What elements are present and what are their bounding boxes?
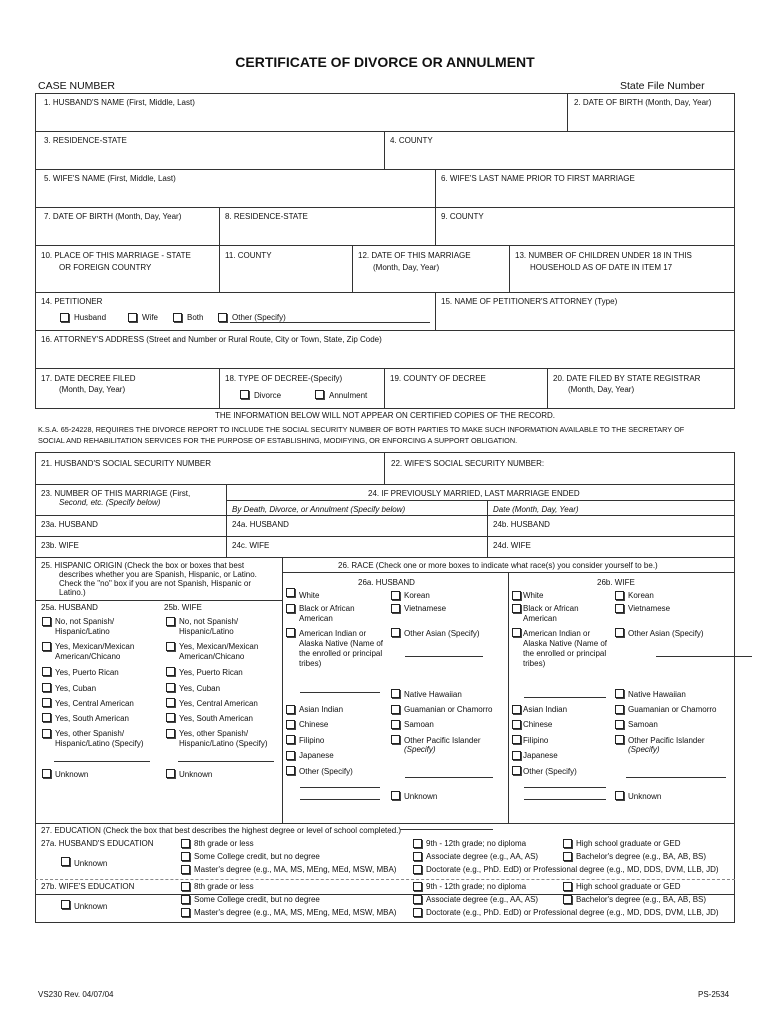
husband-edu-masters-label: Master's degree (e.g., MA, MS, MEng, MEd, MSW, MBA) bbox=[194, 865, 397, 874]
wife-edu-8-checkbox[interactable] bbox=[181, 882, 190, 891]
husband-edu-doct-label: Doctorate (e.g., PhD. EdD) or Professional degree (e.g., MD, DDS, DVM, LLB, JD) bbox=[426, 865, 719, 874]
decree-type-label: 18. TYPE OF DECREE-(Specify) bbox=[225, 374, 343, 383]
wife-race-amind-checkbox[interactable] bbox=[512, 628, 521, 637]
wife-race-filipino-checkbox[interactable] bbox=[512, 735, 521, 744]
rule bbox=[384, 368, 385, 408]
wife-hispanic-unknown-checkbox[interactable] bbox=[166, 769, 175, 778]
petitioner-both-checkbox[interactable] bbox=[173, 313, 182, 322]
husband-edu-unknown-checkbox[interactable] bbox=[61, 857, 70, 866]
wife-race-other-line[interactable] bbox=[524, 787, 606, 788]
rule bbox=[282, 557, 283, 823]
county-field[interactable]: 4. COUNTY bbox=[390, 136, 433, 145]
rule bbox=[435, 169, 436, 207]
husband-race-other-line[interactable] bbox=[300, 787, 380, 788]
husband-edu-bach-checkbox[interactable] bbox=[563, 852, 572, 861]
rule bbox=[35, 823, 735, 824]
wife-edu-college-checkbox[interactable] bbox=[181, 895, 190, 904]
husband-race-samoan-checkbox[interactable] bbox=[391, 720, 400, 729]
wife-edu-doct-checkbox[interactable] bbox=[413, 908, 422, 917]
husband-race-guam-checkbox[interactable] bbox=[391, 705, 400, 714]
wife-edu-9-12-checkbox[interactable] bbox=[413, 882, 422, 891]
county-of-decree-field[interactable]: 19. COUNTY OF DECREE bbox=[390, 374, 486, 383]
wife-race-chinese-checkbox[interactable] bbox=[512, 720, 521, 729]
race-husband-header: 26a. HUSBAND bbox=[358, 578, 415, 587]
petitioner-husband-checkbox[interactable] bbox=[60, 313, 69, 322]
husband-hispanic-no-label: No, not Spanish/ Hispanic/Latino bbox=[55, 617, 115, 636]
husband-edu-masters-checkbox[interactable] bbox=[181, 865, 190, 874]
petitioner-wife-checkbox[interactable] bbox=[128, 313, 137, 322]
husband-hispanic-no-checkbox[interactable] bbox=[42, 617, 51, 626]
rule bbox=[219, 245, 220, 292]
husband-race-white-label: White bbox=[299, 591, 320, 600]
rule bbox=[35, 922, 735, 923]
husband-race-vietnamese-checkbox[interactable] bbox=[391, 604, 400, 613]
husband-edu-unknown-label: Unknown bbox=[74, 859, 108, 868]
wife-race-other-label: Other (Specify) bbox=[523, 767, 577, 776]
wife-hispanic-sa-label: Yes, South American bbox=[179, 714, 253, 723]
wife-hispanic-ca-checkbox[interactable] bbox=[166, 698, 175, 707]
wife-edu-hs-checkbox[interactable] bbox=[563, 882, 572, 891]
wife-race-amind-label: American Indian or Alaska Native (Name of the enrolled or principal tribes) bbox=[523, 629, 608, 668]
form-right-border bbox=[734, 93, 735, 409]
rule bbox=[35, 894, 36, 922]
wife-hispanic-cuban-checkbox[interactable] bbox=[166, 683, 175, 692]
wife-race-japanese-checkbox[interactable] bbox=[512, 751, 521, 760]
decree-annulment-label: Annulment bbox=[329, 391, 368, 400]
wife-race-otherpac-line[interactable] bbox=[626, 777, 726, 778]
husband-race-vietnamese-label: Vietnamese bbox=[404, 604, 447, 613]
husband-race-japanese-checkbox[interactable] bbox=[286, 751, 295, 760]
date-decree-filed-label[interactable]: 17. DATE DECREE FILED bbox=[41, 374, 136, 383]
marriage-number-label-2: Second, etc. (Specify below) bbox=[59, 498, 161, 507]
husband-race-otherasian-line[interactable] bbox=[405, 656, 483, 657]
husband-edu-9-12-checkbox[interactable] bbox=[413, 839, 422, 848]
rule bbox=[547, 368, 548, 408]
wife-hispanic-no-label: No, not Spanish/ Hispanic/Latino bbox=[179, 617, 239, 636]
husband-race-samoan-label: Samoan bbox=[404, 720, 434, 729]
lower-left-border bbox=[35, 452, 36, 894]
wife-education-header: 27b. WIFE'S EDUCATION bbox=[41, 882, 135, 891]
rule bbox=[35, 368, 735, 369]
wife-hispanic-pr-checkbox[interactable] bbox=[166, 667, 175, 676]
wife-race-samoan-checkbox[interactable] bbox=[615, 720, 624, 729]
wife-hispanic-mexican-label: Yes, Mexican/Mexican American/Chicano bbox=[179, 642, 259, 661]
children-count-label[interactable]: 13. NUMBER OF CHILDREN UNDER 18 IN THIS bbox=[515, 251, 692, 260]
husband-hispanic-mexican-checkbox[interactable] bbox=[42, 642, 51, 651]
petitioner-both-label: Both bbox=[187, 313, 204, 322]
wife-edu-assoc-label: Associate degree (e.g., AA, AS) bbox=[426, 895, 539, 904]
husband-edu-9-12-label: 9th - 12th grade; no diploma bbox=[426, 839, 527, 848]
husband-edu-doct-checkbox[interactable] bbox=[413, 865, 422, 874]
husband-marriage-number-field[interactable]: 23a. HUSBAND bbox=[41, 520, 98, 529]
wife-edu-9-12-label: 9th - 12th grade; no diploma bbox=[426, 882, 527, 891]
rule bbox=[487, 500, 488, 557]
husband-race-asianind-checkbox[interactable] bbox=[286, 705, 295, 714]
wife-dob-field[interactable]: 7. DATE OF BIRTH (Month, Day, Year) bbox=[44, 212, 182, 221]
wife-hispanic-sa-checkbox[interactable] bbox=[166, 713, 175, 722]
husband-race-japanese-label: Japanese bbox=[299, 751, 334, 760]
previous-marriage-label: 24. IF PREVIOUSLY MARRIED, LAST MARRIAGE ENDED bbox=[368, 489, 580, 498]
husband-race-otherpac-specify: (Specify) bbox=[404, 745, 436, 754]
marriage-county-field[interactable]: 11. COUNTY bbox=[225, 251, 272, 260]
marriage-place-label[interactable]: 10. PLACE OF THIS MARRIAGE - STATE bbox=[41, 251, 191, 260]
rule bbox=[226, 484, 227, 557]
wife-race-other-checkbox[interactable] bbox=[512, 766, 521, 775]
rule bbox=[219, 207, 220, 245]
wife-last-marriage-date-field[interactable]: 24d. WIFE bbox=[493, 541, 531, 550]
wife-marriage-number-field[interactable]: 23b. WIFE bbox=[41, 541, 79, 550]
rule bbox=[35, 292, 735, 293]
decree-divorce-label: Divorce bbox=[254, 391, 282, 400]
marriage-date-label-2: (Month, Day, Year) bbox=[373, 263, 440, 272]
wife-race-asianind-checkbox[interactable] bbox=[512, 705, 521, 714]
wife-race-otherpac-checkbox[interactable] bbox=[615, 735, 624, 744]
wife-race-hawaiian-checkbox[interactable] bbox=[615, 689, 624, 698]
rule bbox=[35, 245, 735, 246]
wife-race-japanese-label: Japanese bbox=[523, 751, 558, 760]
wife-hispanic-other-label: Yes, other Spanish/ Hispanic/Latino (Specify) bbox=[179, 729, 268, 748]
wife-residence-state-field[interactable]: 8. RESIDENCE-STATE bbox=[225, 212, 308, 221]
form-left-border bbox=[35, 93, 36, 409]
rule bbox=[384, 131, 385, 169]
rule bbox=[35, 169, 735, 170]
wife-edu-masters-label: Master's degree (e.g., MA, MS, MEng, MEd, MSW, MBA) bbox=[194, 908, 397, 917]
husband-hispanic-ca-label: Yes, Central American bbox=[55, 699, 134, 708]
husband-race-amind-checkbox[interactable] bbox=[286, 628, 295, 637]
husband-edu-bach-label: Bachelor's degree (e.g., BA, AB, BS) bbox=[576, 852, 707, 861]
husband-hispanic-mexican-label: Yes, Mexican/Mexican American/Chicano bbox=[55, 642, 135, 661]
wife-hispanic-unknown-label: Unknown bbox=[179, 770, 213, 779]
husband-education-header: 27a. HUSBAND'S EDUCATION bbox=[41, 839, 154, 848]
previous-marriage-date-label: Date (Month, Day, Year) bbox=[493, 505, 579, 514]
petitioner-wife-label: Wife bbox=[142, 313, 158, 322]
husband-edu-college-label: Some College credit, but no degree bbox=[194, 852, 320, 861]
husband-race-black-checkbox[interactable] bbox=[286, 604, 295, 613]
wife-race-otherasian-line[interactable] bbox=[656, 656, 752, 657]
wife-race-otherpac-label: Other Pacific Islander bbox=[628, 736, 705, 745]
rule bbox=[35, 408, 735, 409]
husband-hispanic-unknown-checkbox[interactable] bbox=[42, 769, 51, 778]
husband-hispanic-cuban-checkbox[interactable] bbox=[42, 683, 51, 692]
rule bbox=[35, 452, 735, 453]
husband-name-field[interactable]: 1. HUSBAND'S NAME (First, Middle, Last) bbox=[44, 98, 195, 107]
husband-race-filipino-checkbox[interactable] bbox=[286, 735, 295, 744]
husband-hispanic-other-label: Yes, other Spanish/ Hispanic/Latino (Specify) bbox=[55, 729, 144, 748]
husband-race-otherpac-line[interactable] bbox=[405, 777, 493, 778]
wife-last-marriage-ended-field[interactable]: 24c. WIFE bbox=[232, 541, 270, 550]
rule bbox=[226, 500, 734, 501]
rule bbox=[435, 207, 436, 245]
form-title: CERTIFICATE OF DIVORCE OR ANNULMENT bbox=[235, 54, 535, 70]
ksa-statement-line-1: K.S.A. 65-24228, REQUIRES THE DIVORCE REPORT TO INCLUDE THE SOCIAL SECURITY NUMBER OF BOTH PARTIES TO MAKE SUCH INFORMATION AVAILABLE TO THE SECRETARY OF bbox=[38, 425, 685, 434]
wife-ssn-field[interactable]: 22. WIFE'S SOCIAL SECURITY NUMBER: bbox=[391, 459, 545, 468]
wife-race-black-label: Black or African American bbox=[523, 604, 579, 623]
rule bbox=[508, 572, 509, 823]
wife-race-otherasian-checkbox[interactable] bbox=[615, 628, 624, 637]
rule bbox=[35, 879, 735, 880]
petitioner-other-checkbox[interactable] bbox=[218, 313, 227, 322]
rule bbox=[35, 600, 282, 601]
wife-race-korean-checkbox[interactable] bbox=[615, 591, 624, 600]
wife-edu-hs-label: High school graduate or GED bbox=[576, 882, 681, 891]
wife-county-field[interactable]: 9. COUNTY bbox=[441, 212, 484, 221]
hispanic-wife-header: 25b. WIFE bbox=[164, 603, 202, 612]
rule bbox=[35, 207, 735, 208]
husband-race-korean-label: Korean bbox=[404, 591, 430, 600]
husband-race-white-checkbox[interactable] bbox=[286, 588, 295, 597]
husband-edu-hs-checkbox[interactable] bbox=[563, 839, 572, 848]
rule bbox=[384, 452, 385, 484]
husband-hispanic-pr-checkbox[interactable] bbox=[42, 667, 51, 676]
husband-last-marriage-date-field[interactable]: 24b. HUSBAND bbox=[493, 520, 550, 529]
wife-race-samoan-label: Samoan bbox=[628, 720, 658, 729]
wife-edu-assoc-checkbox[interactable] bbox=[413, 895, 422, 904]
rule bbox=[35, 131, 735, 132]
husband-hispanic-ca-checkbox[interactable] bbox=[42, 698, 51, 707]
petitioner-label: 14. PETITIONER bbox=[41, 297, 103, 306]
wife-edu-bach-checkbox[interactable] bbox=[563, 895, 572, 904]
husband-race-chinese-checkbox[interactable] bbox=[286, 720, 295, 729]
hispanic-origin-label-4: Latino.) bbox=[59, 588, 86, 597]
husband-race-amind-label: American Indian or Alaska Native (Name of the enrolled or principal tribes) bbox=[299, 629, 384, 668]
race-wife-header: 26b. WIFE bbox=[597, 578, 635, 587]
wife-edu-doct-label: Doctorate (e.g., PhD. EdD) or Professional degree (e.g., MD, DDS, DVM, LLB, JD) bbox=[426, 908, 719, 917]
husband-race-tribe-line[interactable] bbox=[300, 692, 380, 693]
husband-race-otherasian-checkbox[interactable] bbox=[391, 628, 400, 637]
hispanic-origin-label-2: describes whether you are Spanish, Hispanic, or Latino. bbox=[59, 570, 257, 579]
husband-race-asianind-label: Asian Indian bbox=[299, 705, 344, 714]
previous-marriage-by-label: By Death, Divorce, or Annulment (Specify below) bbox=[232, 505, 406, 514]
race-label: 26. RACE (Check one or more boxes to indicate what race(s) you consider yourself to be.) bbox=[338, 561, 658, 570]
rule bbox=[35, 93, 735, 94]
residence-state-field[interactable]: 3. RESIDENCE-STATE bbox=[44, 136, 127, 145]
rule bbox=[35, 557, 735, 558]
wife-race-tribe-line[interactable] bbox=[524, 697, 606, 698]
husband-race-otherpac-checkbox[interactable] bbox=[391, 735, 400, 744]
husband-race-hawaiian-checkbox[interactable] bbox=[391, 689, 400, 698]
hispanic-origin-label: 25. HISPANIC ORIGIN (Check the box or boxes that best bbox=[41, 561, 245, 570]
marriage-date-label[interactable]: 12. DATE OF THIS MARRIAGE bbox=[358, 251, 471, 260]
wife-race-korean-label: Korean bbox=[628, 591, 654, 600]
marriage-place-label-2: OR FOREIGN COUNTRY bbox=[59, 263, 152, 272]
rule bbox=[435, 292, 436, 330]
state-file-number-label: State File Number bbox=[620, 80, 705, 92]
rule bbox=[35, 536, 735, 537]
husband-hispanic-pr-label: Yes, Puerto Rican bbox=[55, 668, 119, 677]
wife-race-otherpac-specify: (Specify) bbox=[628, 745, 660, 754]
form-revision: VS230 Rev. 04/07/04 bbox=[38, 990, 114, 999]
wife-hispanic-mexican-checkbox[interactable] bbox=[166, 642, 175, 651]
rule bbox=[35, 484, 735, 485]
wife-hispanic-other-line[interactable] bbox=[178, 761, 274, 762]
attorney-address-field[interactable]: 16. ATTORNEY'S ADDRESS (Street and Number or Rural Route, City or Town, State, Zip Code) bbox=[41, 335, 382, 344]
form-code: PS-2534 bbox=[698, 990, 730, 999]
wife-edu-unknown-checkbox[interactable] bbox=[61, 900, 70, 909]
wife-hispanic-cuban-label: Yes, Cuban bbox=[179, 684, 221, 693]
rule bbox=[509, 245, 510, 292]
marriage-number-label: 23. NUMBER OF THIS MARRIAGE (First, bbox=[41, 489, 191, 498]
wife-race-guam-label: Guamanian or Chamorro bbox=[628, 705, 717, 714]
petitioner-other-label: Other (Specify) bbox=[232, 313, 286, 322]
husband-race-otherasian-label: Other Asian (Specify) bbox=[404, 629, 480, 638]
case-number-label: CASE NUMBER bbox=[38, 80, 116, 92]
husband-race-other-label: Other (Specify) bbox=[299, 767, 353, 776]
husband-race-chinese-label: Chinese bbox=[299, 720, 329, 729]
husband-race-otherpac-label: Other Pacific Islander bbox=[404, 736, 481, 745]
date-filed-registrar-label[interactable]: 20. DATE FILED BY STATE REGISTRAR bbox=[553, 374, 701, 383]
husband-hispanic-other-line[interactable] bbox=[54, 761, 150, 762]
rule bbox=[352, 245, 353, 292]
wife-race-unknown-checkbox[interactable] bbox=[615, 791, 624, 800]
husband-edu-college-checkbox[interactable] bbox=[181, 852, 190, 861]
husband-race-filipino-label: Filipino bbox=[299, 736, 325, 745]
husband-race-unknown-checkbox[interactable] bbox=[391, 791, 400, 800]
wife-edu-masters-checkbox[interactable] bbox=[181, 908, 190, 917]
wife-race-white-checkbox[interactable] bbox=[512, 591, 521, 600]
wife-race-black-checkbox[interactable] bbox=[512, 604, 521, 613]
wife-edu-8-label: 8th grade or less bbox=[194, 882, 254, 891]
ksa-statement-line-2: SOCIAL AND REHABILITATION SERVICES FOR THE PURPOSE OF ESTABLISHING, MODIFYING, OR ENFORCING A SUPPORT OBLIGATION. bbox=[38, 436, 518, 445]
rule bbox=[567, 93, 568, 131]
confidential-notice: THE INFORMATION BELOW WILL NOT APPEAR ON CERTIFIED COPIES OF THE RECORD. bbox=[214, 411, 556, 420]
wife-hispanic-no-checkbox[interactable] bbox=[166, 617, 175, 626]
date-filed-registrar-label-2: (Month, Day, Year) bbox=[568, 385, 635, 394]
husband-edu-assoc-label: Associate degree (e.g., AA, AS) bbox=[426, 852, 539, 861]
husband-edu-hs-label: High school graduate or GED bbox=[576, 839, 681, 848]
wife-hispanic-other-checkbox[interactable] bbox=[166, 729, 175, 738]
husband-race-unknown-label: Unknown bbox=[404, 792, 438, 801]
husband-hispanic-unknown-label: Unknown bbox=[55, 770, 89, 779]
petitioner-other-line[interactable] bbox=[230, 322, 430, 323]
lower-right-border bbox=[734, 452, 735, 894]
wife-race-chinese-label: Chinese bbox=[523, 720, 553, 729]
wife-race-vietnamese-checkbox[interactable] bbox=[615, 604, 624, 613]
petitioner-husband-label: Husband bbox=[74, 313, 107, 322]
husband-race-hawaiian-label: Native Hawaiian bbox=[404, 690, 462, 699]
wife-race-otherasian-label: Other Asian (Specify) bbox=[628, 629, 704, 638]
husband-race-extra-line[interactable] bbox=[300, 799, 380, 800]
husband-hispanic-sa-checkbox[interactable] bbox=[42, 713, 51, 722]
wife-hispanic-ca-label: Yes, Central American bbox=[179, 699, 258, 708]
wife-edu-unknown-label: Unknown bbox=[74, 902, 108, 911]
wife-race-filipino-label: Filipino bbox=[523, 736, 549, 745]
wife-name-field[interactable]: 5. WIFE'S NAME (First, Middle, Last) bbox=[44, 174, 176, 183]
children-count-label-2: HOUSEHOLD AS OF DATE IN ITEM 17 bbox=[530, 263, 673, 272]
husband-race-korean-checkbox[interactable] bbox=[391, 591, 400, 600]
wife-race-hawaiian-label: Native Hawaiian bbox=[628, 690, 686, 699]
hispanic-husband-header: 25a. HUSBAND bbox=[41, 603, 98, 612]
husband-hispanic-sa-label: Yes, South American bbox=[55, 714, 129, 723]
date-decree-filed-label-2: (Month, Day, Year) bbox=[59, 385, 126, 394]
rule bbox=[734, 894, 735, 922]
hispanic-origin-label-3: Check the "no" box if you are not Spanish, Hispanic or bbox=[59, 579, 252, 588]
wife-maiden-name-field[interactable]: 6. WIFE'S LAST NAME PRIOR TO FIRST MARRIAGE bbox=[441, 174, 635, 183]
decree-annulment-checkbox[interactable] bbox=[315, 390, 324, 399]
husband-ssn-field[interactable]: 21. HUSBAND'S SOCIAL SECURITY NUMBER bbox=[41, 459, 212, 468]
wife-race-extra-line[interactable] bbox=[524, 799, 606, 800]
rule bbox=[219, 368, 220, 408]
husband-edu-assoc-checkbox[interactable] bbox=[413, 852, 422, 861]
husband-race-black-label: Black or African American bbox=[299, 604, 355, 623]
husband-last-marriage-ended-field[interactable]: 24a. HUSBAND bbox=[232, 520, 289, 529]
husband-edu-8-label: 8th grade or less bbox=[194, 839, 254, 848]
attorney-name-field[interactable]: 15. NAME OF PETITIONER'S ATTORNEY (Type) bbox=[441, 297, 618, 306]
wife-race-unknown-label: Unknown bbox=[628, 792, 662, 801]
husband-hispanic-cuban-label: Yes, Cuban bbox=[55, 684, 97, 693]
wife-race-guam-checkbox[interactable] bbox=[615, 705, 624, 714]
education-label-line bbox=[400, 829, 493, 830]
wife-race-vietnamese-label: Vietnamese bbox=[628, 604, 671, 613]
wife-race-white-label: White bbox=[523, 591, 544, 600]
wife-race-asianind-label: Asian Indian bbox=[523, 705, 568, 714]
wife-hispanic-pr-label: Yes, Puerto Rican bbox=[179, 668, 243, 677]
husband-hispanic-other-checkbox[interactable] bbox=[42, 729, 51, 738]
education-label: 27. EDUCATION (Check the box that best describes the highest degree or level of school completed.) bbox=[41, 826, 402, 835]
husband-edu-8-checkbox[interactable] bbox=[181, 839, 190, 848]
husband-dob-field[interactable]: 2. DATE OF BIRTH (Month, Day, Year) bbox=[574, 98, 712, 107]
rule bbox=[35, 330, 735, 331]
wife-edu-college-label: Some College credit, but no degree bbox=[194, 895, 320, 904]
husband-race-guam-label: Guamanian or Chamorro bbox=[404, 705, 493, 714]
husband-race-other-checkbox[interactable] bbox=[286, 766, 295, 775]
rule bbox=[35, 515, 735, 516]
decree-divorce-checkbox[interactable] bbox=[240, 390, 249, 399]
wife-edu-bach-label: Bachelor's degree (e.g., BA, AB, BS) bbox=[576, 895, 707, 904]
